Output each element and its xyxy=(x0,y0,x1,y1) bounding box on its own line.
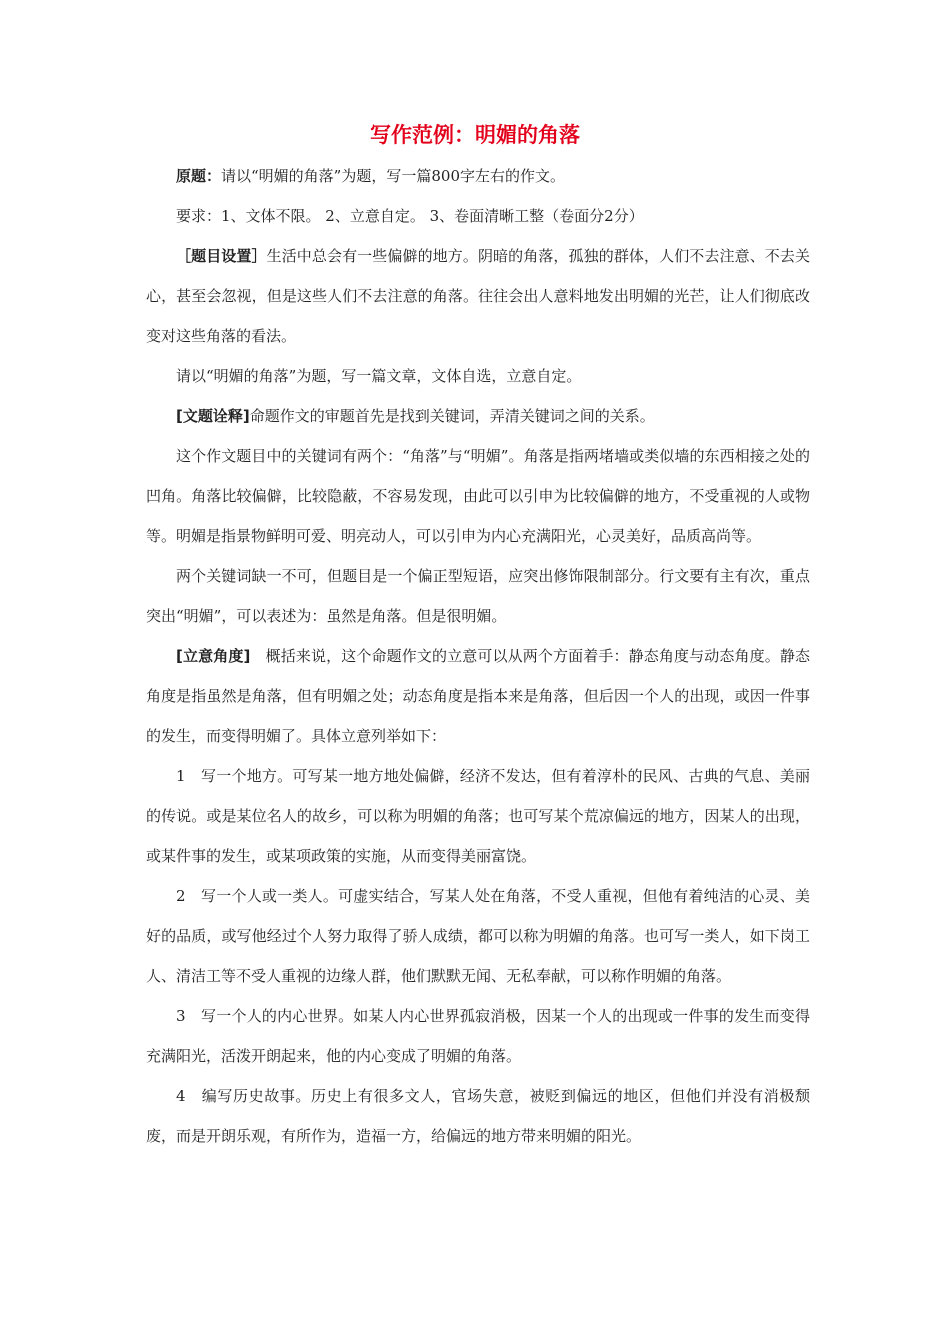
paragraph-text: 4 编写历史故事。历史上有很多文人，官场失意，被贬到偏远的地区，但他们并没有消极颓废，而是开朗乐观，有所作为，造福一方，给偏远的地方带来明媚的阳光。 xyxy=(146,1087,810,1145)
paragraph-text: 这个作文题目中的关键词有两个：“角落”与“明媚”。角落是指两堵墙或类似墙的东西相接之处的凹角。角落比较偏僻，比较隐蔽，不容易发现，由此可以引申为比较偏僻的地方，不受重视的人或物等。明媚是指景物鲜明可爱、明亮动人，可以引申为内心充满阳光，心灵美好，品质高尚等。 xyxy=(146,447,810,545)
paragraph-label: [文题诠释] xyxy=(176,407,250,425)
paragraph-label: ［题目设置］ xyxy=(176,247,267,265)
paragraph-angle xyxy=(146,636,810,756)
paragraph-instruction xyxy=(146,356,810,396)
paragraph-angle-3 xyxy=(146,996,810,1076)
paragraph-text: 两个关键词缺一不可，但题目是一个偏正型短语，应突出修饰限制部分。行文要有主有次，重点突出“明媚”，可以表述为：虽然是角落。但是很明媚。 xyxy=(146,567,810,625)
paragraph-text: 要求：1、文体不限。 2、立意自定。 3、卷面清晰工整（卷面分2分） xyxy=(176,207,644,225)
paragraph-text: 请以“明媚的角落”为题，写一篇文章，文体自选，立意自定。 xyxy=(176,367,582,385)
paragraph-text: 1 写一个地方。可写某一地方地处偏僻，经济不发达，但有着淳朴的民风、古典的气息、美丽的传说。或是某位名人的故乡，可以称为明媚的角落；也可写某个荒凉偏远的地方，因某人的出现，或某件事的发生，或某项政策的实施，从而变得美丽富饶。 xyxy=(146,767,810,865)
paragraph-prompt xyxy=(146,156,810,196)
paragraph-text: 命题作文的审题首先是找到关键词，弄清关键词之间的关系。 xyxy=(249,407,655,425)
paragraph-label: 原题： xyxy=(176,167,222,185)
paragraph-text: 概括来说，这个命题作文的立意可以从两个方面着手：静态角度与动态角度。静态角度是指虽然是角落，但有明媚之处；动态角度是指本来是角落，但后因一个人的出现，或因一件事的发生，而变得明媚了。具体立意列举如下： xyxy=(146,647,810,745)
paragraph-requirements xyxy=(146,196,810,236)
paragraph-text: 3 写一个人的内心世界。如某人内心世界孤寂消极，因某一个人的出现或一件事的发生而变得充满阳光，活泼开朗起来，他的内心变成了明媚的角落。 xyxy=(146,1007,810,1065)
paragraph-topic-interpretation xyxy=(146,396,810,436)
paragraph-text: 请以“明媚的角落”为题，写一篇800字左右的作文。 xyxy=(221,167,565,185)
paragraph-angle-4 xyxy=(146,1076,810,1156)
paragraph-angle-1 xyxy=(146,756,810,876)
document-title: 写作范例：明媚的角落 xyxy=(370,123,580,147)
paragraph-text: 生活中总会有一些偏僻的地方。阴暗的角落，孤独的群体，人们不去注意、不去关心，甚至会忽视，但是这些人们不去注意的角落。往往会出人意料地发出明媚的光芒，让人们彻底改变对这些角落的看法。 xyxy=(146,247,810,345)
document-body xyxy=(146,156,810,1156)
paragraph-text: 2 写一个人或一类人。可虚实结合，写某人处在角落，不受人重视，但他有着纯洁的心灵、美好的品质，或写他经过个人努力取得了骄人成绩，都可以称为明媚的角落。也可写一类人，如下岗工人、清洁工等不受人重视的边缘人群，他们默默无闻、无私奉献，可以称作明媚的角落。 xyxy=(146,887,810,985)
paragraph-angle-2 xyxy=(146,876,810,996)
paragraph-keywords xyxy=(146,436,810,556)
paragraph-label: [立意角度] xyxy=(176,647,251,665)
paragraph-keyword-relation xyxy=(146,556,810,636)
paragraph-topic-setting xyxy=(146,236,810,356)
